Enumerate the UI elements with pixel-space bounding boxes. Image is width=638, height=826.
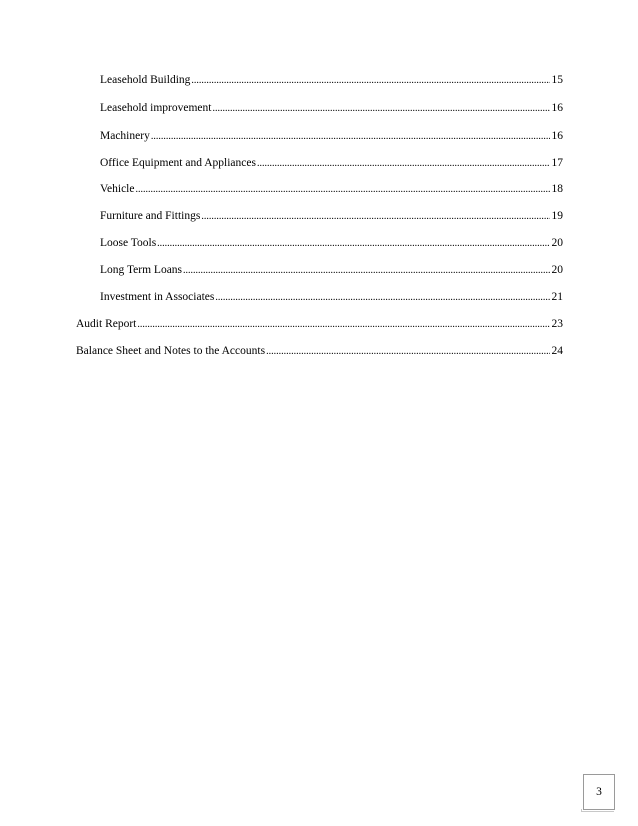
dot-leader xyxy=(157,236,549,251)
toc-entry-audit-report[interactable] xyxy=(76,317,563,332)
dot-leader xyxy=(151,129,550,144)
toc-entry-furniture-and-fittings[interactable] xyxy=(100,209,563,224)
toc-entry-page: 19 xyxy=(551,210,563,222)
toc-entry-vehicle[interactable] xyxy=(100,182,563,197)
toc-entry-balance-sheet[interactable] xyxy=(76,344,563,359)
toc-entry-page: 17 xyxy=(551,157,563,169)
dot-leader xyxy=(212,101,549,116)
dot-leader xyxy=(191,73,549,88)
toc-entry-investment-in-associates[interactable] xyxy=(100,290,563,305)
toc-entry-label[interactable]: Audit Report xyxy=(76,318,137,330)
toc-entry-office-equipment[interactable] xyxy=(100,156,563,171)
toc-entry-page: 15 xyxy=(551,74,563,86)
dot-leader xyxy=(135,182,549,197)
toc-entry-label[interactable]: Machinery xyxy=(100,130,150,142)
toc-entry-machinery[interactable] xyxy=(100,129,563,144)
toc-entry-page: 16 xyxy=(551,130,563,142)
page-number-text: 3 xyxy=(596,786,602,798)
toc-entry-loose-tools[interactable] xyxy=(100,236,563,251)
page-number xyxy=(583,774,615,810)
toc-entry-label[interactable]: Vehicle xyxy=(100,183,135,195)
toc-entry-page: 23 xyxy=(551,318,563,330)
dot-leader xyxy=(183,263,549,278)
toc-entry-leasehold-improvement[interactable] xyxy=(100,101,563,116)
toc-entry-label[interactable]: Furniture and Fittings xyxy=(100,210,201,222)
toc-entry-label[interactable]: Leasehold improvement xyxy=(100,102,212,114)
toc-entry-label[interactable]: Balance Sheet and Notes to the Accounts xyxy=(76,345,266,357)
toc-entry-label[interactable]: Leasehold Building xyxy=(100,74,191,86)
toc-entry-label[interactable]: Office Equipment and Appliances xyxy=(100,157,256,169)
toc-entry-page: 20 xyxy=(551,264,563,276)
dot-leader xyxy=(257,156,550,171)
toc-entry-page: 16 xyxy=(551,102,563,114)
toc-entry-label[interactable]: Long Term Loans xyxy=(100,264,183,276)
dot-leader xyxy=(215,290,549,305)
toc-entry-page: 20 xyxy=(551,237,563,249)
dot-leader xyxy=(201,209,549,224)
toc-entry-page: 18 xyxy=(551,183,563,195)
toc-entry-page: 21 xyxy=(551,291,563,303)
toc-entry-long-term-loans[interactable] xyxy=(100,263,563,278)
dot-leader xyxy=(137,317,549,332)
toc-entry-page: 24 xyxy=(551,345,563,357)
toc-entry-leasehold-building[interactable] xyxy=(100,73,563,88)
toc-entry-label[interactable]: Loose Tools xyxy=(100,237,157,249)
toc-entry-label[interactable]: Investment in Associates xyxy=(100,291,215,303)
dot-leader xyxy=(266,344,549,359)
